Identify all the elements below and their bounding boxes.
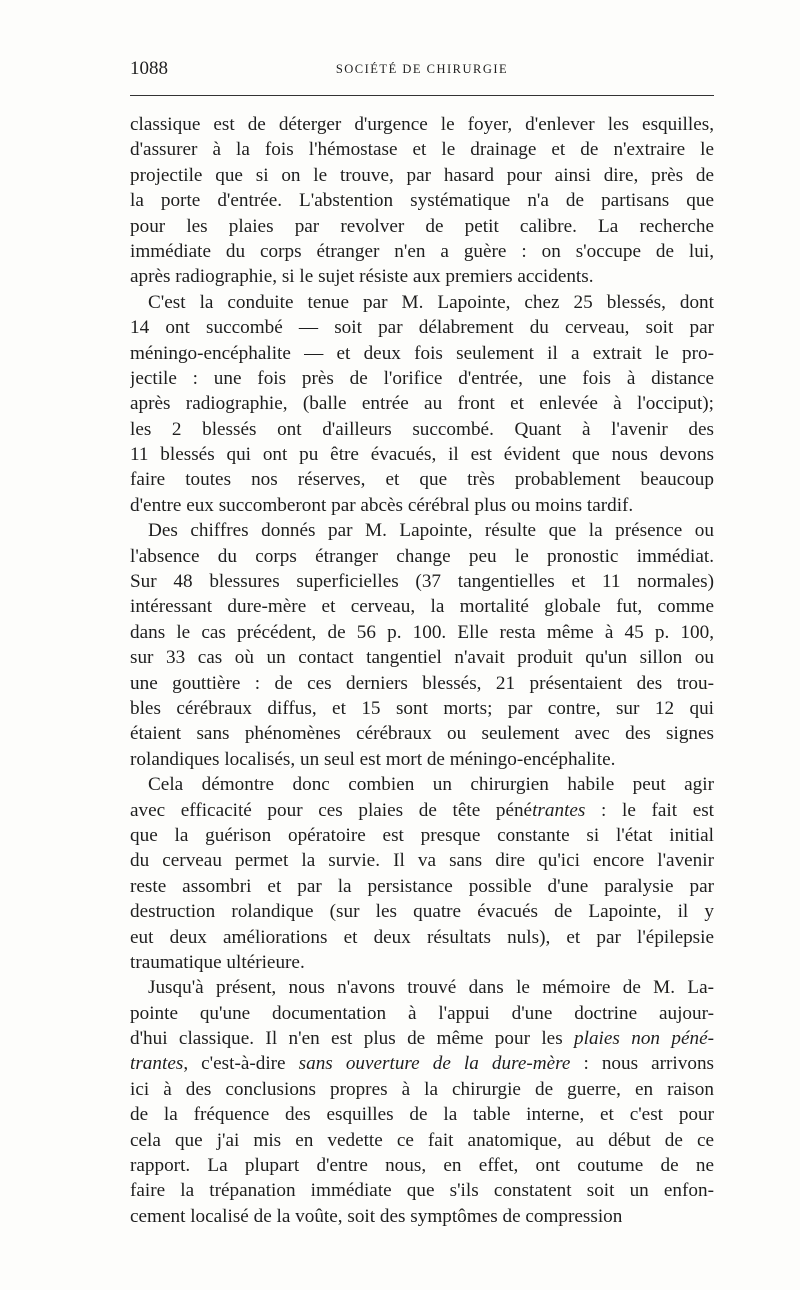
- page-number: 1088: [130, 58, 168, 79]
- paragraph: [130, 112, 714, 290]
- text-line: les 2 blessés ont d'ailleurs succombé. Quant à l'avenir des: [130, 418, 714, 440]
- body-text: [130, 112, 714, 1229]
- text-line: d'hui classique. Il n'en est plus de même pour les plaies non péné-: [130, 1028, 714, 1050]
- paragraph: [130, 772, 714, 975]
- text-line: que la guérison opératoire est presque constante si l'état initial: [130, 824, 714, 846]
- text-line: bles cérébraux diffus, et 15 sont morts; par contre, sur 12 qui: [130, 697, 714, 719]
- text-line: d'entre eux succomberont par abcès cérébral plus ou moins tardif.: [130, 494, 634, 516]
- text-line: projectile que si on le trouve, par hasard pour ainsi dire, près de: [130, 164, 714, 186]
- text-line: après radiographie, (balle entrée au front et enlevée à l'occiput);: [130, 393, 714, 415]
- text-line: destruction rolandique (sur les quatre évacués de Lapointe, il y: [130, 901, 714, 923]
- text-line: rolandiques localisés, un seul est mort de méningo-encéphalite.: [130, 748, 616, 770]
- text-line: méningo-encéphalite — et deux fois seulement il a extrait le pro-: [130, 342, 714, 364]
- text-line: faire la trépanation immédiate que s'ils constatent soit un enfon-: [130, 1180, 714, 1202]
- paragraph: [130, 290, 714, 519]
- paragraph: [130, 975, 714, 1229]
- text-line: cement localisé de la voûte, soit des symptômes de compression: [130, 1205, 623, 1227]
- italic-phrase: sans ouverture de la dure-mère: [298, 1053, 571, 1075]
- text-line: jectile : une fois près de l'orifice d'entrée, une fois à distance: [130, 367, 714, 389]
- text-line: de la fréquence des esquilles de la table interne, et c'est pour: [130, 1104, 714, 1126]
- text-line: après radiographie, si le sujet résiste aux premiers accidents.: [130, 266, 594, 288]
- text-line: avec efficacité pour ces plaies de tête pénétrantes : le fait est: [130, 799, 714, 821]
- text-line: Jusqu'à présent, nous n'avons trouvé dans le mémoire de M. La-: [148, 977, 714, 999]
- text-line: rapport. La plupart d'entre nous, en effet, ont coutume de ne: [130, 1155, 714, 1177]
- text-line: reste assombri et par la persistance possible d'une paralysie par: [130, 875, 714, 897]
- text-line: dans le cas précédent, de 56 p. 100. Elle resta même à 45 p. 100,: [130, 621, 714, 643]
- text-line: classique est de déterger d'urgence le foyer, d'enlever les esquilles,: [130, 114, 714, 135]
- header-rule: [130, 95, 714, 96]
- text-line: Des chiffres donnés par M. Lapointe, résulte que la présence ou: [148, 520, 714, 542]
- text-line: Cela démontre donc combien un chirurgien habile peut agir: [148, 774, 714, 796]
- text-line: 14 ont succombé — soit par délabrement du cerveau, soit par: [130, 317, 714, 339]
- page-header: [130, 58, 714, 84]
- text-line: traumatique ultérieure.: [130, 951, 305, 973]
- text-line: pour les plaies par revolver de petit calibre. La recherche: [130, 215, 714, 237]
- text-line: cela que j'ai mis en vedette ce fait anatomique, au début de ce: [130, 1129, 714, 1151]
- text-line: une gouttière : de ces derniers blessés, 21 présentaient des trou-: [130, 672, 714, 694]
- italic-phrase: trantes: [130, 1053, 184, 1075]
- text-line: eut deux améliorations et deux résultats nuls), et par l'épilepsie: [130, 926, 714, 948]
- text-line: sur 33 cas où un contact tangentiel n'avait produit qu'un sillon ou: [130, 647, 714, 669]
- running-title: SOCIÉTÉ DE CHIRURGIE: [335, 62, 509, 76]
- text-line: du cerveau permet la survie. Il va sans dire qu'ici encore l'avenir: [130, 850, 714, 872]
- text-line: la porte d'entrée. L'abstention systématique n'a de partisans que: [130, 190, 714, 212]
- text-line: pointe qu'une documentation à l'appui d'une doctrine aujour-: [130, 1002, 714, 1024]
- italic-phrase: trantes: [532, 799, 586, 821]
- text-line: immédiate du corps étranger n'en a guère : on s'occupe de lui,: [130, 240, 714, 262]
- text-line: l'absence du corps étranger change peu le pronostic immédiat.: [130, 545, 714, 567]
- text-line: étaient sans phénomènes cérébraux ou seulement avec des signes: [130, 723, 714, 745]
- text-line: C'est la conduite tenue par M. Lapointe, chez 25 blessés, dont: [148, 291, 714, 313]
- text-line: Sur 48 blessures superficielles (37 tangentielles et 11 normales): [130, 571, 714, 593]
- italic-phrase: plaies non péné-: [574, 1028, 714, 1050]
- text-line: 11 blessés qui ont pu être évacués, il est évident que nous devons: [130, 444, 714, 466]
- text-line: d'assurer à la fois l'hémostase et le drainage et de n'extraire le: [130, 139, 714, 161]
- text-line: intéressant dure-mère et cerveau, la mortalité globale fut, comme: [130, 596, 714, 618]
- paragraph: [130, 518, 714, 772]
- text-line: ici à des conclusions propres à la chirurgie de guerre, en raison: [130, 1078, 714, 1100]
- text-line: faire toutes nos réserves, et que très probablement beaucoup: [130, 469, 714, 491]
- text-line: trantes, c'est-à-dire sans ouverture de la dure-mère : nous arrivons: [130, 1053, 714, 1075]
